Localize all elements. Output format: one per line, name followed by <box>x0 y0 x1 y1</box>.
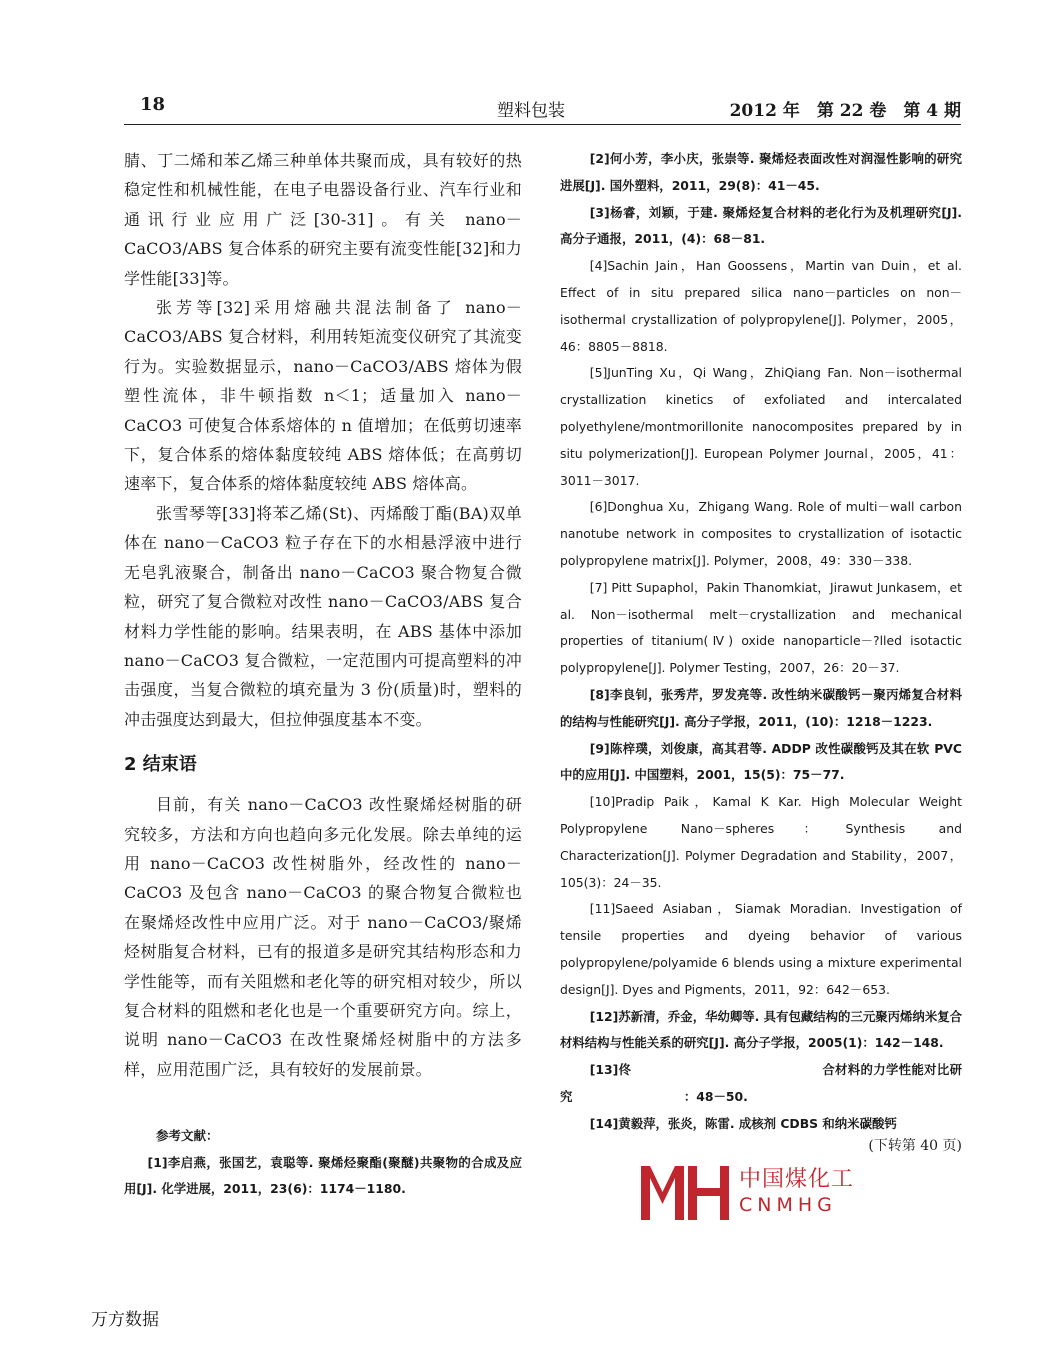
reference-9: [9]陈梓璞，刘俊康，高其君等. ADDP 改性碳酸钙及其在软 PVC 中的应用[J]. 中国塑料，2001，15(5)：75－77. <box>560 740 962 783</box>
paragraph-2: 张芳等[32]采用熔融共混法制备了 nano－CaCO3/ABS 复合材料，利用转矩流变仪研究了其流变行为。实验数据显示，nano－CaCO3/ABS 熔体为假塑性流体，非牛顿指数 n＜1；适量加入 nano－CaCO3 可使复合体系熔体的 n 值增加；在低剪切速率下，复合体系的熔体黏度较纯 ABS 熔体低；在高剪切速率下，复合体系的熔体黏度较纯 ABS 熔体高。 <box>124 298 522 494</box>
page-number: 18 <box>140 94 166 115</box>
paragraph-3: 张雪琴等[33]将苯乙烯(St)、丙烯酸丁酯(BA)双单体在 nano－CaCO3 粒子存在下的水相悬浮液中进行无皂乳液聚合，制备出 nano－CaCO3 聚合物复合微粒，研究了复合微粒对改性 nano－CaCO3/ABS 复合材料力学性能的影响。结果表明，在 ABS 基体中添加 nano－CaCO3 复合微粒，一定范围内可提高塑料的冲击强度，当复合微粒的填充量为 3 份(质量)时，塑料的冲击强度达到最大，但拉伸强度基本不变。 <box>124 503 522 729</box>
footer-source: 万方数据 <box>91 1310 159 1330</box>
reference-2: [2]何小芳，李小庆，张崇等. 聚烯烃表面改性对润湿性影响的研究进展[J]. 国外塑料，2011，29(8)：41－45. <box>560 151 962 193</box>
reference-1: [1]李启燕，张国艺，袁聪等. 聚烯烃聚酯(聚醚)共聚物的合成及应用[J]. 化学进展，2011，23(6)：1174－1180. <box>124 1155 522 1197</box>
watermark <box>641 1162 863 1222</box>
continued-note: (下转第 40 页) <box>868 1138 962 1155</box>
watermark-name-en: CNMHG <box>739 1194 837 1216</box>
paragraph-1: 腈、丁二烯和苯乙烯三种单体共聚而成，具有较好的热稳定性和机械性能，在电子电器设备行业、汽车行业和通讯行业应用广泛[30-31]。有关 nano－CaCO3/ABS 复合体系的研究主要有流变性能[32]和力学性能[33]等。 <box>124 151 522 288</box>
reference-10: [10]Pradip Paik，Kamal K Kar. High Molecular Weight Polypropylene Nano－spheres：Synthesis and Characterization[J]. Polymer Degradation and Stability，2007，105(3)：24－35. <box>560 794 962 890</box>
reference-7: [7] Pitt Supaphol，Pakin Thanomkiat，Jirawut Junkasem，et al. Non－isothermal melt－crystallization and mechanical properties of titanium(Ⅳ) oxide nanoparticle－?lled isotactic polypropylene[J]. Polymer Testing，2007，26：20－37. <box>560 579 962 676</box>
paragraph-4: 目前，有关 nano－CaCO3 改性聚烯烃树脂的研究较多，方法和方向也趋向多元化发展。除去单纯的运用 nano－CaCO3 改性树脂外，经改性的 nano－CaCO3 及包含 nano－CaCO3 的聚合物复合微粒也在聚烯烃改性中应用广泛。对于 nano－CaCO3/聚烯烃树脂复合材料，已有的报道多是研究其结构形态和力学性能等，而有关阻燃和老化等的研究相对较少，所以复合材料的阻燃和老化也是一个重要研究方向。综上，说明 nano－CaCO3 在改性聚烯烃树脂中的方法多样，应用范围广泛，具有较好的发展前景。 <box>124 795 522 1079</box>
watermark-logo <box>641 1162 729 1220</box>
left-column <box>124 146 522 1202</box>
issue-info: 2012 年 第 22 卷 第 4 期 <box>729 101 961 121</box>
reference-6: [6]Donghua Xu，Zhigang Wang. Role of multi－wall carbon nanotube network in composites to crystallization of isotactic polypropylene matrix[J]. Polymer，2008，49：330－338. <box>560 499 962 568</box>
reference-11: [11]Saeed Asiaban，Siamak Moradian. Investigation of tensile properties and dyeing behavior of various polypropylene/polyamide 6 blends using a mixture experimental design[J]. Dyes and Pigments，2011，92：642－653. <box>560 901 962 997</box>
journal-title: 塑料包装 <box>497 101 565 121</box>
page-header <box>124 92 961 125</box>
reference-5: [5]JunTing Xu，Qi Wang，ZhiQiang Fan. Non－isothermal crystallization kinetics of exfoliated and intercalated polyethylene/montmorillonite nanocomposites prepared by in situ polymerization[J]. European Polymer Journal，2005，41：3011－3017. <box>560 365 962 488</box>
right-column <box>560 146 962 1155</box>
reference-13: [13]佟 合材料的力学性能对比研究 ：48－50. <box>560 1062 962 1104</box>
reference-3: [3]杨睿，刘颖，于建. 聚烯烃复合材料的老化行为及机理研究[J]. 高分子通报，2011，(4)：68－81. <box>560 204 962 247</box>
reference-12: [12]苏新清，乔金，华幼卿等. 具有包藏结构的三元聚丙烯纳米复合材料结构与性能关系的研究[J]. 高分子学报，2005(1)：142－148. <box>560 1008 962 1051</box>
reference-14: [14]黄毅萍，张炎，陈雷. 成核剂 CDBS 和纳米碳酸钙 <box>589 1115 897 1131</box>
watermark-name-cn: 中国煤化工 <box>739 1167 855 1192</box>
reference-4: [4]Sachin Jain，Han Goossens，Martin van Duin，et al. Effect of in situ prepared silica nano－particles on non－isothermal crystallization of polypropylene[J]. Polymer，2005，46：8805－8818. <box>560 258 962 354</box>
references-title: 参考文献： <box>156 1128 219 1144</box>
reference-8: [8]李良钊，张秀芹，罗发亮等. 改性纳米碳酸钙－聚丙烯复合材料的结构与性能研究[J]. 高分子学报，2011，(10)：1218－1223. <box>560 686 962 729</box>
section-heading: 2 结束语 <box>124 754 197 776</box>
